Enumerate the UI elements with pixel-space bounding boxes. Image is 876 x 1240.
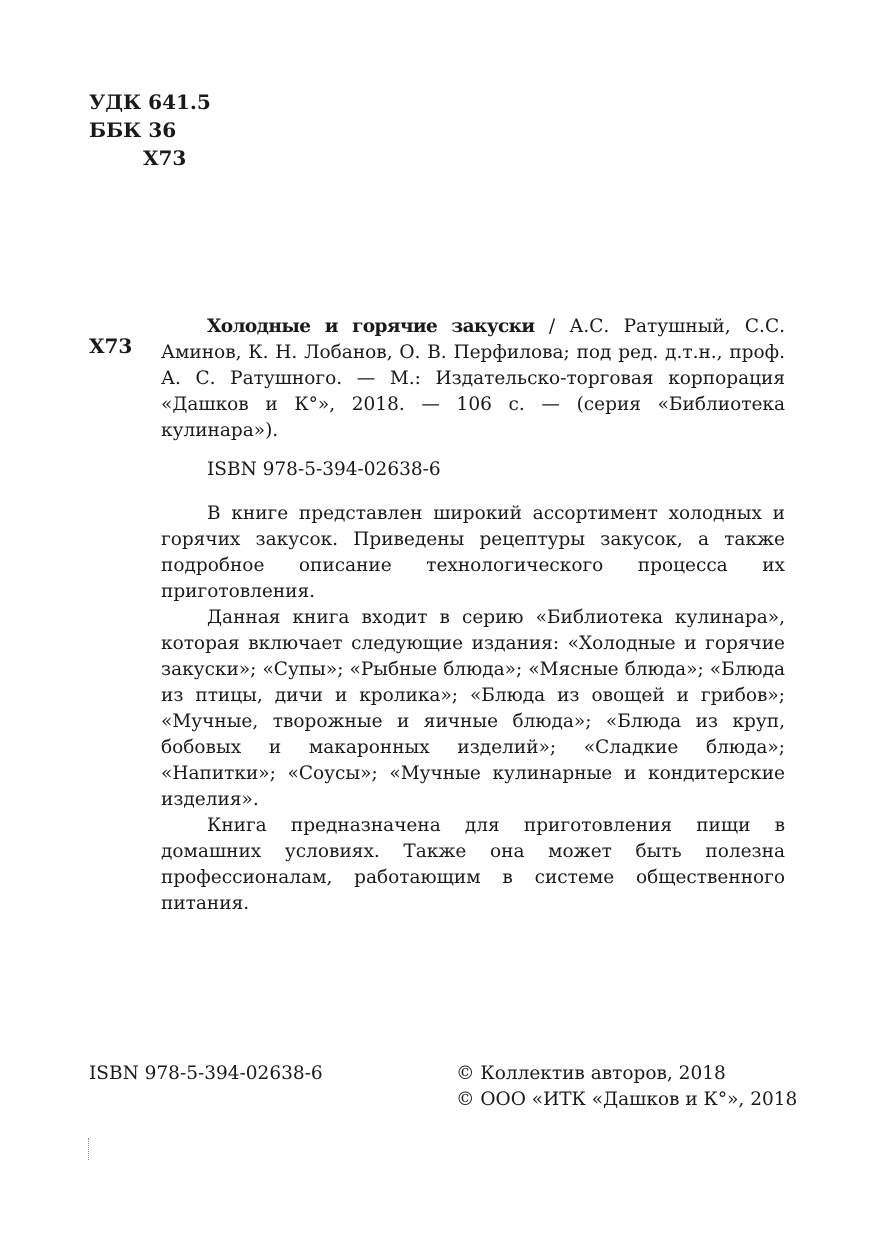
book-title: Холодные и горячие закуски xyxy=(207,316,535,337)
side-author-mark: Х73 xyxy=(89,334,133,358)
copyright-authors: © Коллектив авторов, 2018 xyxy=(456,1063,726,1084)
margin-dots xyxy=(88,1138,91,1160)
annotation-paragraph: Данная книга входит в серию «Библиотека кулинара», которая включает следующие издания: «Холодные и горячие закуски»; «Супы»; «Рыбные блюда»; «Мясные блюда»; «Блюда из птицы, дичи и кролика»; «Блюда из овощей и грибов»; «Мучные, творожные и яичные блюда»; «Блюда из круп, бобовых и макаронных изделий»; «Сладкие блюда»; «Напитки»; «Соусы»; «Мучные кулинарные и кондитерские изделия». xyxy=(161,607,785,810)
copyright-notices xyxy=(456,1061,797,1113)
classification-codes xyxy=(89,88,211,172)
bibliographic-block xyxy=(161,314,785,917)
copyright-publisher: © ООО «ИТК «Дашков и К°», 2018 xyxy=(456,1089,798,1110)
udk-code: УДК 641.5 xyxy=(89,90,211,114)
footer-isbn: ISBN 978-5-394-02638-6 xyxy=(89,1063,323,1084)
annotation-paragraph: Книга предназначена для приготовления пищи в домашних условиях. Также она может быть полезна профессионалам, работающим в системе общественного питания. xyxy=(161,815,785,914)
bibliographic-description xyxy=(161,314,785,444)
bbk-code: ББК 36 xyxy=(89,118,177,142)
author-mark: Х73 xyxy=(143,146,187,170)
bibliographic-details: / А.С. Ратушный, С.С. Аминов, К. Н. Лобанов, О. В. Перфилова; под ред. д.т.н., проф. А. С. Ратушного. — М.: Издательско-торговая корпорация «Дашков и К°», 2018. — 106 с. — (серия «Библиотека кулинара»). xyxy=(161,316,785,441)
isbn-line: ISBN 978-5-394-02638-6 xyxy=(207,459,441,480)
annotation-paragraph: В книге представлен широкий ассортимент холодных и горячих закусок. Приведены рецептуры закусок, а также подробное описание технологического процесса их приготовления. xyxy=(161,503,785,602)
annotation xyxy=(161,501,785,917)
